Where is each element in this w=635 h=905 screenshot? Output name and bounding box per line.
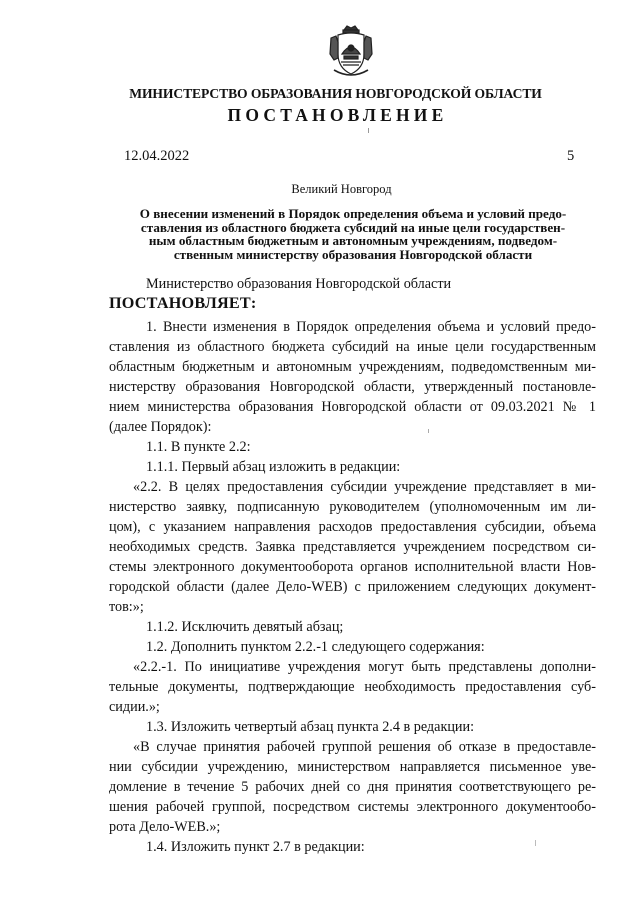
title-line: ственным министерству образования Новгородской области — [173, 246, 533, 262]
document-date: 12.04.2022 — [124, 148, 190, 164]
body-line: 1.1. В пункте 2.2: — [146, 439, 251, 455]
body-line: 1.1.1. Первый абзац изложить в редакции: — [146, 459, 401, 475]
decree-heading: ПОСТАНОВЛЯЕТ: — [109, 294, 257, 312]
body-line: городской области (далее Дело-WEB) с приложением следующих документ- — [109, 579, 596, 595]
title-line: ставления из областного бюджета субсидий на иные цели государствен- — [140, 219, 566, 235]
body-line: 1. Внести изменения в Порядок определения объема и условий предо- — [146, 319, 596, 335]
body-line: (далее Порядок): — [109, 419, 212, 435]
document-city: Великий Новгород — [291, 182, 392, 196]
body-line: рота Дело-WEB.»; — [109, 819, 221, 835]
body-line: необходимых средств. Заявка представляется учреждением посредством си- — [109, 539, 596, 555]
body-line: областным бюджетным и автономным учреждениям, подведомственным ми- — [109, 359, 596, 375]
title-line: ным областным бюджетным и автономным учреждениям, подведом- — [148, 233, 558, 249]
body-line: 1.1.2. Исключить девятый абзац; — [146, 619, 344, 635]
body-line: тельные документы, подтверждающие необходимость предоставления суб- — [109, 679, 596, 695]
body-line: нием министерства образования Новгородской области от 09.03.2021 № 1 — [109, 399, 596, 415]
body-line: «В случае принятия рабочей группой решения об отказе в предоставле- — [133, 739, 596, 755]
body-line: 1.3. Изложить четвертый абзац пункта 2.4 в редакции: — [146, 719, 475, 735]
body-line: 1.2. Дополнить пунктом 2.2.-1 следующего содержания: — [146, 639, 485, 655]
document-type: ПОСТАНОВЛЕНИЕ — [227, 105, 448, 125]
body-line: цом), с указанием направления расходов предоставления субсидии, объема — [109, 519, 596, 535]
body-line: нии субсидии учреждению, министерством направляется письменное уве- — [109, 759, 596, 775]
body-line: «2.2.-1. По инициативе учреждения могут быть представлены дополни- — [133, 659, 596, 675]
document-number: 5 — [567, 148, 575, 164]
body-line: стемы электронного документооборота органов исполнительной власти Нов- — [109, 559, 596, 575]
title-line: О внесении изменений в Порядок определения объема и условий предо- — [139, 206, 567, 221]
body-line: нистерству образования Новгородской области, утвержденный постановле- — [109, 379, 596, 395]
body-line: нистерство заявку, подписанную руководителем (уполномоченным им ли- — [109, 499, 596, 515]
body-line: домление в течение 5 рабочих дней со дня принятия соответствующего ре- — [109, 779, 596, 795]
body-line: сидии.»; — [109, 699, 160, 715]
body-line: тов:»; — [109, 599, 144, 615]
body-line: 1.4. Изложить пункт 2.7 в редакции: — [146, 839, 365, 855]
organization-name: МИНИСТЕРСТВО ОБРАЗОВАНИЯ НОВГОРОДСКОЙ ОБЛАСТИ — [129, 86, 542, 101]
ministry-line: Министерство образования Новгородской области — [146, 276, 452, 292]
body-line: ставления из областного бюджета субсидий на иные цели государственным — [109, 339, 596, 355]
body-line: шения рабочей группой, посредством системы электронного документообо- — [109, 799, 596, 815]
body-line: «2.2. В целях предоставления субсидии учреждение представляет в ми- — [133, 479, 596, 495]
